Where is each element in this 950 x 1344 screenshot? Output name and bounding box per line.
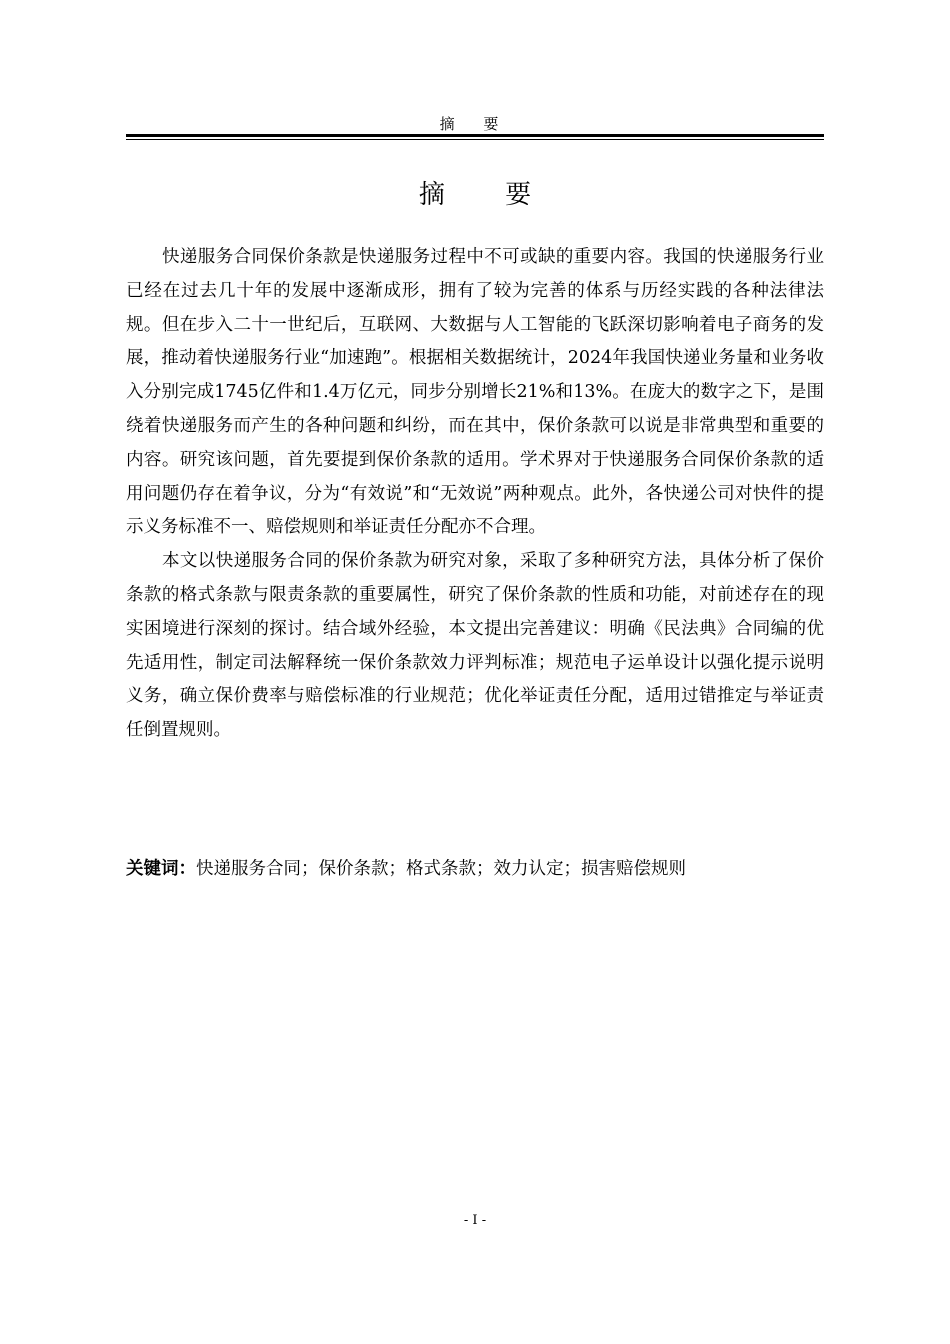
page-number: - I - bbox=[463, 1213, 487, 1228]
running-header: 摘 要 bbox=[439, 115, 511, 133]
header-rule-thin bbox=[126, 139, 824, 140]
header-rule-thick bbox=[126, 134, 824, 137]
abstract-body bbox=[126, 241, 824, 748]
abstract-paragraph-2: 本文以快递服务合同的保价条款为研究对象，采取了多种研究方法，具体分析了保价条款的格式条款与限责条款的重要属性，研究了保价条款的性质和功能，对前述存在的现实困境进行深刻的探讨。结合域外经验，本文提出完善建议：明确《民法典》合同编的优先适用性，制定司法解释统一保价条款效力评判标准；规范电子运单设计以强化提示说明义务，确立保价费率与赔偿标准的行业规范；优化举证责任分配，适用过错推定与举证责任倒置规则。 bbox=[126, 551, 824, 741]
abstract-title: 摘 要 bbox=[418, 180, 558, 210]
abstract-paragraph-1: 快递服务合同保价条款是快递服务过程中不可或缺的重要内容。我国的快递服务行业已经在过去几十年的发展中逐渐成形，拥有了较为完善的体系与历经实践的各种法律法规。但在步入二十一世纪后，互联网、大数据与人工智能的飞跃深切影响着电子商务的发展，推动着快递服务行业“加速跑”。根据相关数据统计，2024年我国快递业务量和业务收入分别完成1745亿件和1.4万亿元，同步分别增长21%和13%。在庞大的数字之下，是围绕着快递服务而产生的各种问题和纠纷，而在其中，保价条款可以说是非常典型和重要的内容。研究该问题，首先要提到保价条款的适用。学术界对于快递服务合同保价条款的适用问题仍存在着争议，分为“有效说”和“无效说”两种观点。此外，各快递公司对快件的提示义务标准不一、赔偿规则和举证责任分配亦不合理。 bbox=[126, 247, 824, 538]
keywords-text: 快递服务合同；保价条款；格式条款；效力认定；损害赔偿规则 bbox=[196, 859, 686, 879]
keywords-line bbox=[126, 854, 824, 884]
keywords-label: 关键词： bbox=[126, 859, 196, 879]
